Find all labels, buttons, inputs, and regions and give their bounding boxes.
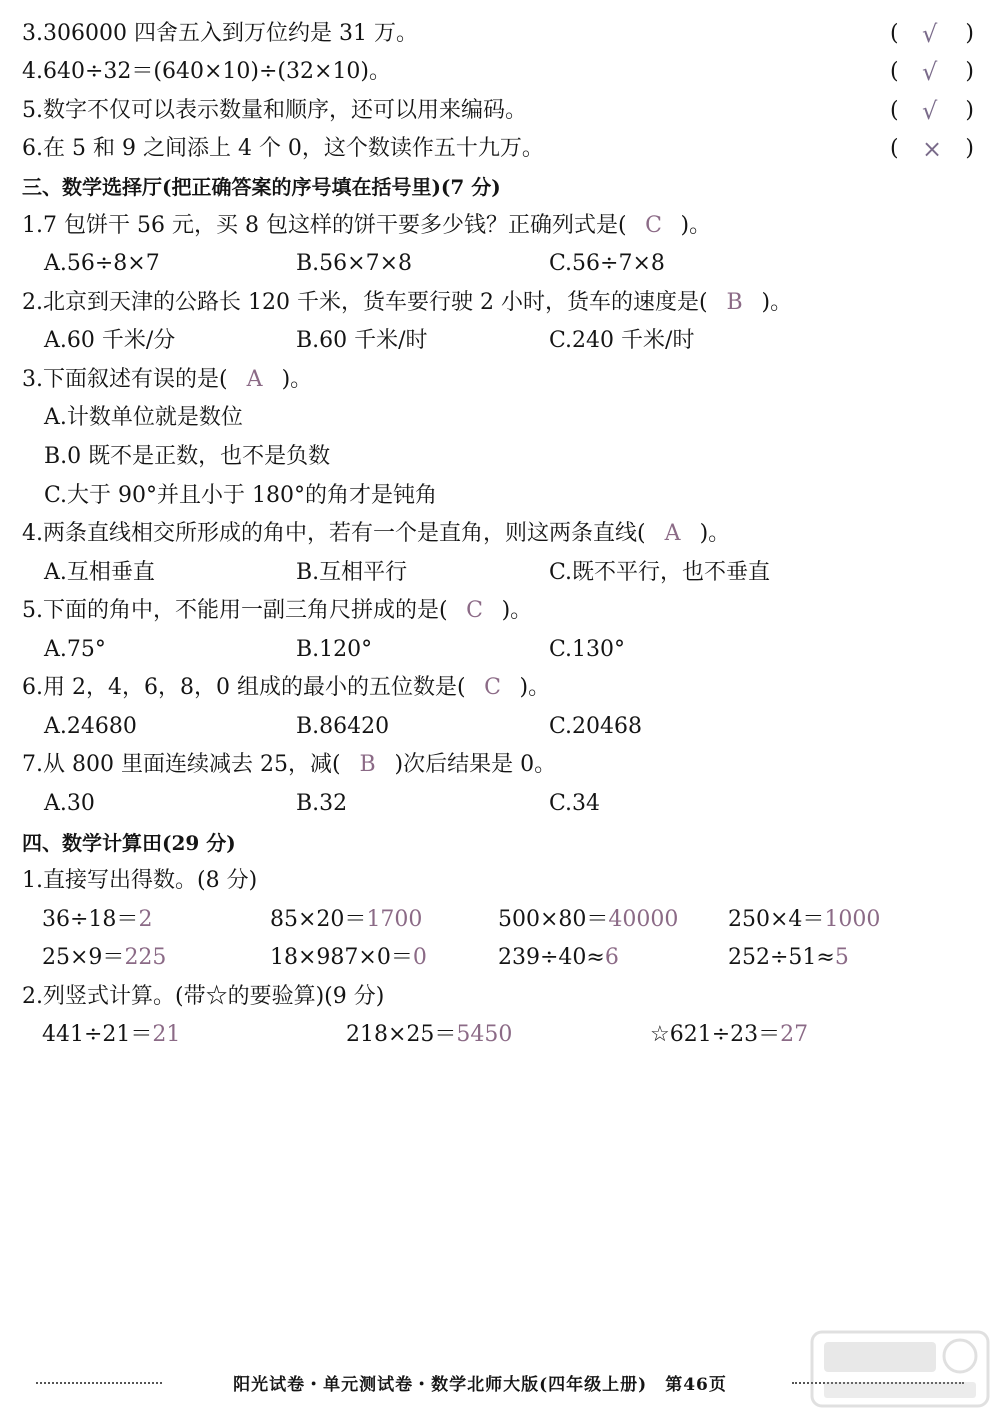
option-a: A.24680 — [44, 714, 137, 739]
calc-question-1: 1.直接写出得数。(8 分) — [22, 868, 258, 893]
option-b: B.56×7×8 — [296, 251, 413, 276]
answer-letter: C — [484, 675, 501, 700]
option-c: C.34 — [549, 791, 601, 816]
option-c: C.大于 90°并且小于 180°的角才是钝角 — [44, 483, 438, 508]
direct-calc: 252÷51≈5 — [728, 945, 849, 970]
judge-item-6: 6.在 5 和 9 之间添上 4 个 0，这个数读作五十九万。 — [22, 136, 544, 161]
answer-letter: C — [466, 598, 483, 623]
footer-text: 阳光试卷・单元测试卷・数学北师大版(四年级上册) 第46页 — [233, 1375, 727, 1395]
option-c: C.56÷7×8 — [549, 251, 665, 276]
option-a: A.56÷8×7 — [44, 251, 160, 276]
choice-question-4: 4.两条直线相交所形成的角中，若有一个是直角，则这两条直线( A )。 — [22, 521, 731, 546]
choice-question-5: 5.下面的角中，不能用一副三角尺拼成的是( C )。 — [22, 598, 533, 623]
direct-calc: 36÷18＝2 — [42, 907, 153, 932]
option-a: A.计数单位就是数位 — [44, 405, 243, 430]
option-a: A.30 — [44, 791, 95, 816]
watermark-logo — [810, 1330, 990, 1408]
calc-question-2: 2.列竖式计算。(带☆的要验算)(9 分) — [22, 984, 385, 1009]
choice-question-3: 3.下面叙述有误的是( A )。 — [22, 367, 313, 392]
check-mark: √ — [922, 20, 938, 48]
option-b: B.60 千米/时 — [296, 328, 428, 353]
answer-letter: B — [359, 752, 376, 777]
vertical-calc: 218×25＝5450 — [346, 1022, 513, 1047]
option-b: B.86420 — [296, 714, 390, 739]
option-b: B.互相平行 — [296, 560, 408, 585]
worksheet-page: 3.306000 四舍五入到万位约是 31 万。 ( √ ) 4.640÷32＝(640×10)÷(32×10)。 ( √ ) 5.数字不仅可以表示数量和顺序，还可以用来编码。 ( √ ) 6.在 5 和 9 之间添上 4 个 0，这个数读作五十九万。 ( × ) 三、数学选择厅(把正确答案的序号填在括号里)(7 分) 1.7 包饼干 56 元，买 8 包这样的饼干要多少钱？正确列式是( C )。 A.56÷8×7 B.56×7×8 C.56÷7×8 2.北京到天津的公路长 120 千米，货车要行驶 2 小时，货车的速度是( B )。 A.60 千米/分 B.60 千米/时 C.240 千米/时 3.下面叙述有误的是( A )。 A.计数单位就是数位 B.0 既不是正数，也不是负数 C.大于 90°并且小于 180°的角才是钝角 4.两条直线相交所形成的角中，若有一个是直角，则这两条直线( A )。 A.互相垂直 B.互相平行 C.既不平行，也不垂直 5.下面的角中，不能用一副三角尺拼成的是( C )。 A.75° B.120° C.130° 6.用 2，4，6，8，0 组成的最小的五位数是( C )。 A.24680 B.86420 C.20468 7.从 800 里面连续减去 25，减( B )次后结果是 0。 A.30 B.32 C.34 四、数学计算田(29 分) 1.直接写出得数。(8 分) 36÷18＝2 85×20＝1700 500×80＝40000 250×4＝1000 25×9＝225 18×987×0＝0 239÷40≈6 252÷51≈5 2.列竖式计算。(带☆的要验算)(9 分) 441÷21＝21 218×25＝5450 ☆621÷23＝27 阳光试卷・单元测试卷・数学北师大版(四年级上册) 第46页 — [0, 0, 1000, 1412]
direct-calc: 25×9＝225 — [42, 945, 167, 970]
footer-divider — [36, 1382, 162, 1384]
vertical-calc: ☆621÷23＝27 — [650, 1022, 809, 1047]
option-c: C.240 千米/时 — [549, 328, 695, 353]
option-c: C.既不平行，也不垂直 — [549, 560, 771, 585]
judge-item-4: 4.640÷32＝(640×10)÷(32×10)。 — [22, 59, 392, 84]
option-b: B.120° — [296, 637, 373, 662]
option-b: B.0 既不是正数，也不是负数 — [44, 444, 331, 469]
direct-calc: 250×4＝1000 — [728, 907, 881, 932]
direct-calc: 18×987×0＝0 — [270, 945, 427, 970]
answer-letter: B — [726, 290, 743, 315]
vertical-calc: 441÷21＝21 — [42, 1022, 181, 1047]
choice-question-6: 6.用 2，4，6，8，0 组成的最小的五位数是( C )。 — [22, 675, 551, 700]
option-b: B.32 — [296, 791, 348, 816]
check-mark: √ — [922, 97, 938, 125]
judge-item-5: 5.数字不仅可以表示数量和顺序，还可以用来编码。 — [22, 98, 527, 123]
direct-calc: 239÷40≈6 — [498, 945, 619, 970]
option-a: A.75° — [44, 637, 106, 662]
choice-question-7: 7.从 800 里面连续减去 25，减( B )次后结果是 0。 — [22, 752, 557, 777]
section-4-title: 四、数学计算田(29 分) — [22, 831, 236, 855]
choice-question-2: 2.北京到天津的公路长 120 千米，货车要行驶 2 小时，货车的速度是( B )。 — [22, 290, 793, 315]
check-mark: √ — [922, 58, 938, 86]
answer-letter: A — [664, 521, 681, 546]
choice-question-1: 1.7 包饼干 56 元，买 8 包这样的饼干要多少钱？正确列式是( C )。 — [22, 213, 712, 238]
option-a: A.60 千米/分 — [44, 328, 176, 353]
section-3-title: 三、数学选择厅(把正确答案的序号填在括号里)(7 分) — [22, 175, 501, 199]
option-a: A.互相垂直 — [44, 560, 155, 585]
direct-calc: 500×80＝40000 — [498, 907, 679, 932]
option-c: C.20468 — [549, 714, 643, 739]
answer-letter: A — [246, 367, 263, 392]
cross-mark: × — [922, 135, 943, 163]
judge-item-3: 3.306000 四舍五入到万位约是 31 万。 — [22, 21, 418, 46]
direct-calc: 85×20＝1700 — [270, 907, 423, 932]
answer-letter: C — [645, 213, 662, 238]
option-c: C.130° — [549, 637, 626, 662]
